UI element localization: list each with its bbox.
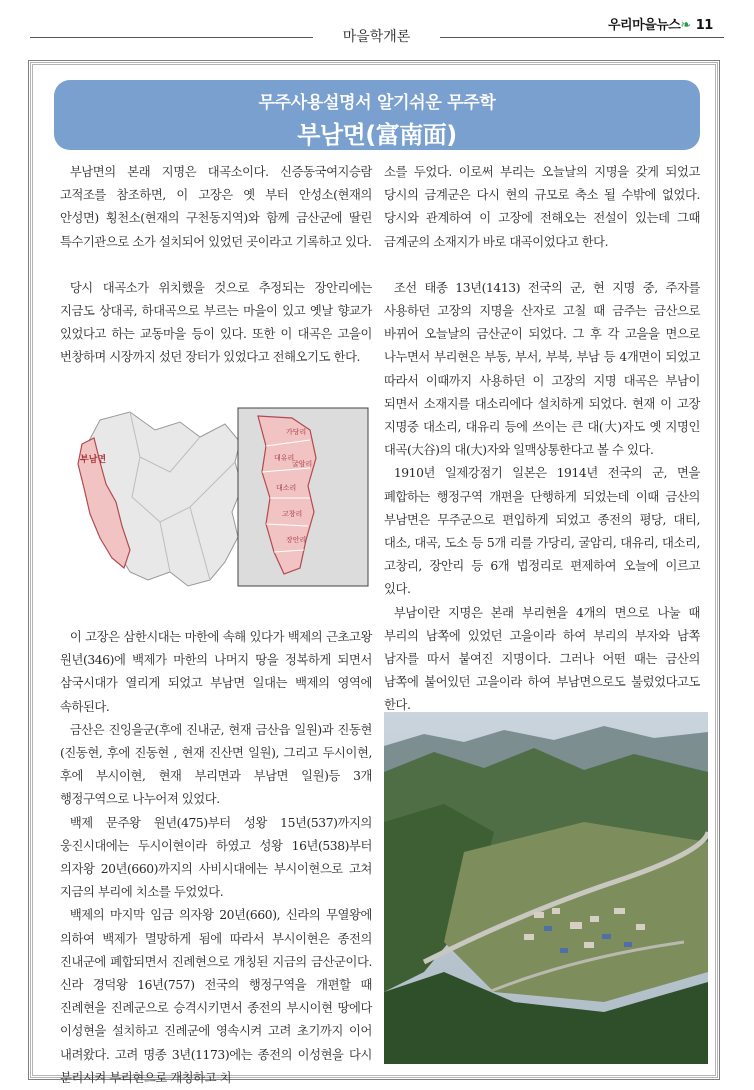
section-title: 마을학개론 xyxy=(342,29,411,45)
paragraph: 부남이란 지명은 본래 부리현을 4개의 면으로 나눌 때 부리의 남쪽에 있었던 고을이라 하여 부리의 부자와 남쪽 남자를 따서 붙여진 지명이다. 그러나 어떤 때는 금산의 남쪽에 붙어있던 고을이라 하여 부남면으로도 불렀었다고도 한다. xyxy=(384,605,700,713)
header-rule-left xyxy=(30,37,313,38)
paragraph: 당시 대곡소가 위치했을 것으로 추정되는 장안리에는 지금도 상대곡, 하대곡으로 부르는 마을이 있고 옛날 향교가 있었다고 하는 교동마을 등이 있다. 또한 이 대곡은 고을이 번창하며 시장까지 섰던 장터가 있었다고 전해오기도 한다. xyxy=(60,280,372,365)
inset-label: 굴암리 xyxy=(292,460,313,468)
title-banner xyxy=(54,80,700,150)
paragraph: 1910년 일제강점기 일본은 1914년 전국의 군, 면을 폐합하는 행정구역 개편을 단행하게 되었는데 이때 금산의 부남면은 무주군으로 편입하게 되었고 종전의 평당, 대티, 대소, 대곡, 도소 등 5개 리를 가당리, 굴암리, 대유리, 대소리, 고창리, 장안리 등 6개 법정리로 편제하여 오늘에 이르고 있다. xyxy=(384,466,700,597)
header-rule-right xyxy=(440,37,724,38)
banner-title: 부남면(富南面) xyxy=(297,121,457,149)
inset-label: 대소리 xyxy=(276,484,297,492)
paragraph: 백제의 마지막 임금 의자왕 20년(660), 신라의 무열왕에 의하여 백제가 멸망하게 됨에 따라서 부시이현은 종전의 진내군에 폐합되면서 진례현으로 개칭된 지금의 금산군이다. 신라 경덕왕 16년(757) 전국의 행정구역을 개편할 때 진례현을 진례군으로 승격시키면서 종전의 부시이현 땅에다 이성현을 설치하고 진례군에 영속시켜 고려 초기까지 이어 내려왔다. 고려 명종 3년(1173)에는 종전의 이성현을 다시 분리시켜 부리현으로 개칭하고 치 xyxy=(60,908,372,1085)
paragraph: 백제 문주왕 원년(475)부터 성왕 15년(537)까지의 웅진시대에는 두시이현이라 하였고 성왕 16년(538)부터 의자왕 20년(660)까지의 사비시대에는 부시이현으로 고쳐 지금의 부리에 치소를 두었었다. xyxy=(60,815,372,900)
paragraph: 조선 태종 13년(1413) 전국의 군, 현 지명 중, 주자를 사용하던 고장의 지명을 산자로 고칠 때 금주는 금산으로 바뀌어 오늘날의 금산군이 되었다. 그 후 각 고을을 면으로 나누면서 부리현은 부동, 부서, 부북, 부남 등 4개면이 되었고 따라서 이때까지 사용하던 이 고장의 지명 대곡은 부남이 되면서 소재지를 대소리에다 설치하게 되었다. 현재 이 고장 지명중 대소리, 대유리 등에 쓰이는 큰 대(大)자도 옛 지명인 대곡(大谷)의 대(大)자와 일맥상통한다고 볼 수 있다. xyxy=(384,280,700,458)
inset-label: 고창리 xyxy=(282,510,303,518)
inset-label: 대유리 xyxy=(274,454,295,462)
paragraph: 부남면의 본래 지명은 대곡소이다. 신증동국여지승람 고적조를 참조하면, 이 고장은 옛 부터 안성소(현재의 안성면) 횡천소(현재의 구천동지역)와 함께 금산군에 딸린 특수기관으로 소가 설치되어 있었던 곳이라고 기록하고 있다. xyxy=(60,165,372,249)
banner-subtitle: 무주사용설명서 알기쉬운 무주학 xyxy=(258,93,496,113)
location-map xyxy=(60,402,372,610)
newsletter-logo xyxy=(608,14,713,33)
paragraph: 이 고장은 삼한시대는 마한에 속해 있다가 백제의 근초고왕 원년(346)에 백제가 마한의 나머지 땅을 정복하게 되면서 삼국시대가 열리게 되었고 부남면 일대는 백제의 영역에 속하된다. xyxy=(60,630,372,714)
logo-text: 우리마을뉴스 xyxy=(608,18,681,33)
inset-label: 가당리 xyxy=(286,428,307,436)
village-aerial-photo xyxy=(384,712,708,1064)
article-column-left-top xyxy=(60,161,372,370)
page-number: 11 xyxy=(695,18,713,33)
paragraph: 금산은 진잉을군(후에 진내군, 현재 금산읍 일원)과 진동현(진동현, 후에 진동현 , 현재 진산면 일원), 그리고 두시이현, 후에 부시이현, 현재 부리면과 부남면 일원)등 3개 행정구역으로 나누어져 있었다. xyxy=(60,722,372,807)
logo-leaf-icon: ❧ xyxy=(680,18,691,33)
inset-label: 장안리 xyxy=(286,536,307,544)
paragraph: 소를 두었다. 이로써 부리는 오늘날의 지명을 갖게 되었고 당시의 금계군은 다시 현의 규모로 축소 될 수밖에 없었다. 당시와 관계하여 이 고장에 전해오는 전설이 있는데 그때 금계군의 소재지가 바로 대곡이었다고 한다. xyxy=(384,165,700,249)
map-label-highlight: 부남면 xyxy=(80,455,107,465)
valley-fields xyxy=(444,822,708,1002)
article-column-left-bottom xyxy=(60,626,372,1090)
article-column-right xyxy=(384,161,700,718)
